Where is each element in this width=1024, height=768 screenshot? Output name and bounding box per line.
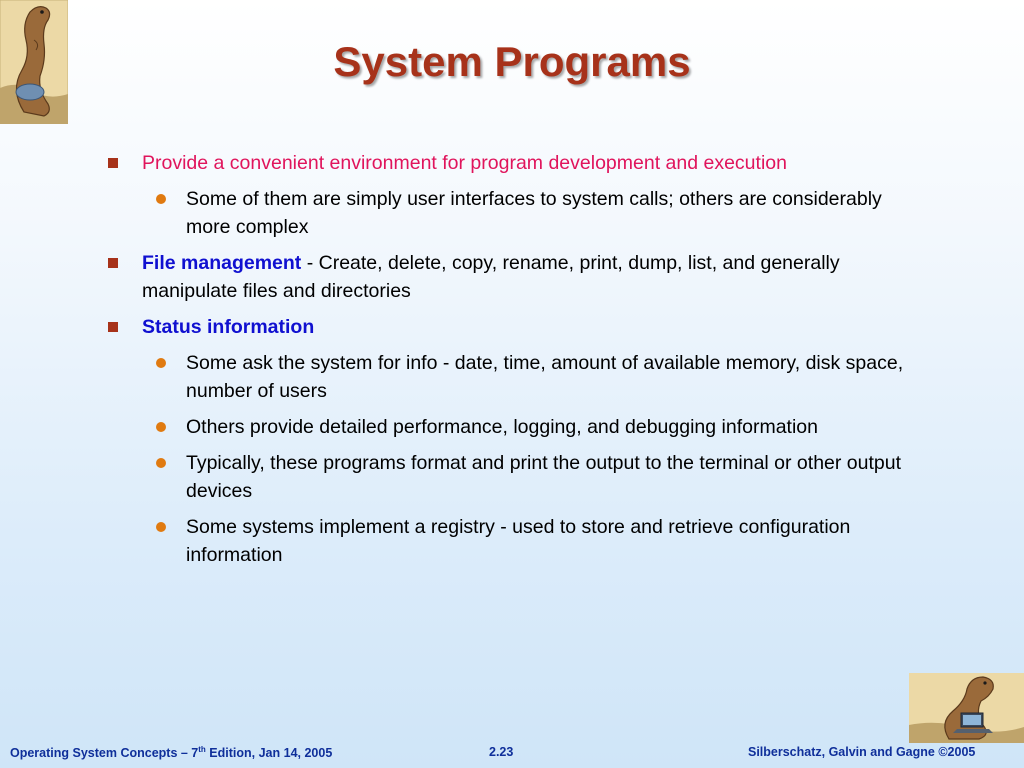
list-item xyxy=(104,149,924,177)
bullet-label: File management xyxy=(142,252,302,274)
bullet-text: Some of them are simply user interfaces to system calls; others are considerably more complex xyxy=(186,188,882,238)
list-item xyxy=(104,513,924,569)
round-bullet-icon xyxy=(156,422,166,432)
bullet-text: Others provide detailed performance, logging, and debugging information xyxy=(186,416,818,438)
square-bullet-icon xyxy=(108,158,118,168)
bullet-text: Some systems implement a registry - used to store and retrieve configuration information xyxy=(186,516,851,566)
bullet-text: Typically, these programs format and print the output to the terminal or other output devices xyxy=(186,452,902,502)
footer-book-info: Operating System Concepts – 7th Edition, Jan 14, 2005 xyxy=(10,745,333,761)
round-bullet-icon xyxy=(156,358,166,368)
bullet-text: - Create, delete, copy, rename, print, dump, list, and generally manipulate files and directories xyxy=(142,252,840,302)
square-bullet-icon xyxy=(108,322,118,332)
footer-page-number: 2.23 xyxy=(489,745,514,759)
list-item xyxy=(104,185,924,241)
bullet-list xyxy=(104,149,924,569)
list-item xyxy=(104,449,924,505)
square-bullet-icon xyxy=(108,258,118,268)
footer-authors: Silberschatz, Galvin and Gagne ©2005 xyxy=(748,745,976,759)
list-item xyxy=(104,249,924,305)
bullet-text: Provide a convenient environment for program development and execution xyxy=(142,152,787,174)
round-bullet-icon xyxy=(156,522,166,532)
bullet-text: Some ask the system for info - date, time, amount of available memory, disk space, number of users xyxy=(186,352,904,402)
round-bullet-icon xyxy=(156,458,166,468)
list-item xyxy=(104,349,924,405)
dinosaur-laptop-icon xyxy=(909,673,1024,743)
bullet-label: Status information xyxy=(142,316,315,338)
round-bullet-icon xyxy=(156,194,166,204)
list-item xyxy=(104,313,924,341)
slide-title: System Programs xyxy=(333,38,691,85)
list-item xyxy=(104,413,924,441)
